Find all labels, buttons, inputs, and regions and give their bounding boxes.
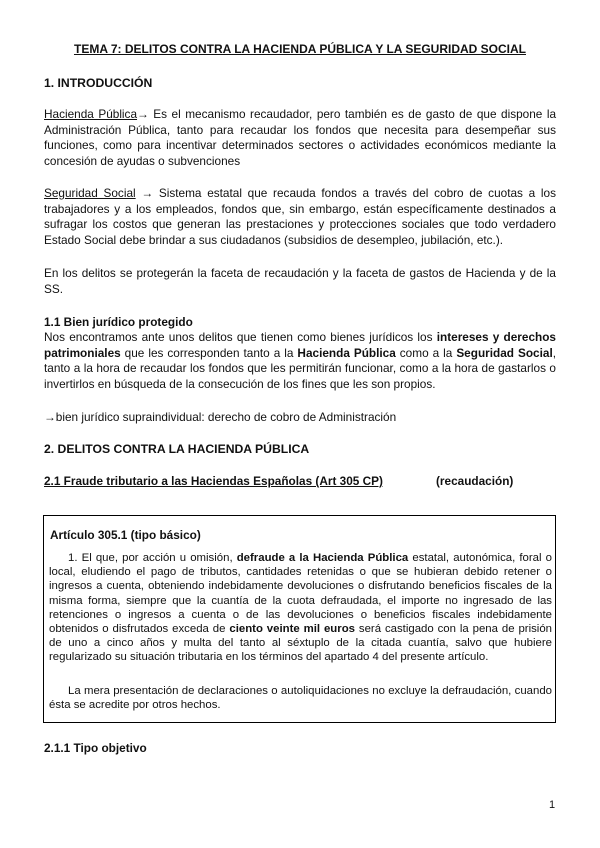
hacienda-definition xyxy=(44,107,556,169)
article-305-box xyxy=(43,515,556,723)
bj-text-4: , tanto a la hora de recaudar los fondos que les permitirán funcionar, como a la hora de gastarlos o invertirlos en búsqueda de la consecución de los fines que les son propios. xyxy=(44,345,557,391)
bj-bold-hacienda: Hacienda Pública xyxy=(297,345,396,360)
art-bold-defraude: defraude a la Hacienda Pública xyxy=(236,552,409,564)
article-305-paragraph-1 xyxy=(49,551,552,665)
bj-bold-intereses: intereses y derechos patrimoniales xyxy=(44,330,556,360)
seguridad-text: → Sistema estatal que recauda fondos a través del cobro de cuotas a los trabajadores y a los empleados, fondos que, sin embargo, están específicamente destinados a sufragar los costos que generan las prestaciones y protecciones sociales que todo verdadero Estado Social debe brindar a sus ciudadanos (subsidios de desempleo, jubilación, etc.). xyxy=(44,186,556,247)
recaudacion-tag: (recaudación) xyxy=(436,474,514,488)
bien-juridico-paragraph xyxy=(44,330,556,392)
section-1-1-heading: 1.1 Bien jurídico protegido xyxy=(44,315,193,329)
section-2-1-row xyxy=(44,474,556,488)
bj-text-1: Nos encontramos ante unos delitos que tienen como bienes jurídicos los xyxy=(44,330,437,344)
hacienda-text: → Es el mecanismo recaudador, pero también es de gasto de que dispone la Administración Pública, tanto para recaudar los fondos que necesita para desempeñar sus funciones, como para incentivar determinados sectores o actividades económicos mediante la concesión de ayudas o subvenciones xyxy=(44,107,557,168)
section-2-1-1-heading: 2.1.1 Tipo objetivo xyxy=(44,741,147,755)
seguridad-definition xyxy=(44,186,556,248)
section-1-heading: 1. INTRODUCCIÓN xyxy=(44,76,153,90)
hacienda-term: Hacienda Pública xyxy=(44,107,138,121)
seguridad-term: Seguridad Social xyxy=(44,186,136,200)
bj-bold-seguridad: Seguridad Social xyxy=(456,345,553,360)
art-text-c: estatal, autonómica, foral o local, eludiendo el pago de tributos, cantidades retenidas o que se hubieran debido retener o ingresos a cuenta, obteniendo indebidamente devoluciones o disfrutando beneficios fiscales de la misma forma, siempre que la cuantía de la cuota defraudada, el importe no ingresado de las retenciones o ingresos a cuenta o de las devoluciones o beneficios fiscales indebidamente obtenidos o disfrutados exceda de xyxy=(49,552,552,636)
art-text-e: será castigado con la pena de prisión de uno a cinco años y multa del tanto al séxtuplo de la citada cuantía, salvo que hubiere regularizado su situación tributaria en los términos del apartado 4 del presente artículo. xyxy=(49,623,553,664)
art-bold-cuantia: ciento veinte mil euros xyxy=(229,623,355,636)
article-305-paragraph-2: La mera presentación de declaraciones o autoliquidaciones no excluye la defraudación, cuando ésta se acredite por otros hechos. xyxy=(49,685,552,712)
article-305-title: Artículo 305.1 (tipo básico) xyxy=(50,528,201,542)
document-title: TEMA 7: DELITOS CONTRA LA HACIENDA PÚBLICA Y LA SEGURIDAD SOCIAL xyxy=(73,42,526,56)
section-2-heading: 2. DELITOS CONTRA LA HACIENDA PÚBLICA xyxy=(44,442,310,456)
bj-text-3: como a la xyxy=(395,345,457,360)
delitos-paragraph: En los delitos se protegerán la faceta de recaudación y la faceta de gastos de Hacienda y de la SS. xyxy=(44,266,556,296)
bj-text-2: que les corresponden tanto a la xyxy=(120,345,298,360)
supraindividual-note: →bien jurídico supraindividual: derecho de cobro de Administración xyxy=(44,410,397,424)
page-number: 1 xyxy=(549,799,556,811)
art-text-a: 1. El que, por acción u omisión, xyxy=(68,552,237,564)
section-2-1-heading: 2.1 Fraude tributario a las Haciendas Españolas (Art 305 CP) xyxy=(44,474,383,488)
